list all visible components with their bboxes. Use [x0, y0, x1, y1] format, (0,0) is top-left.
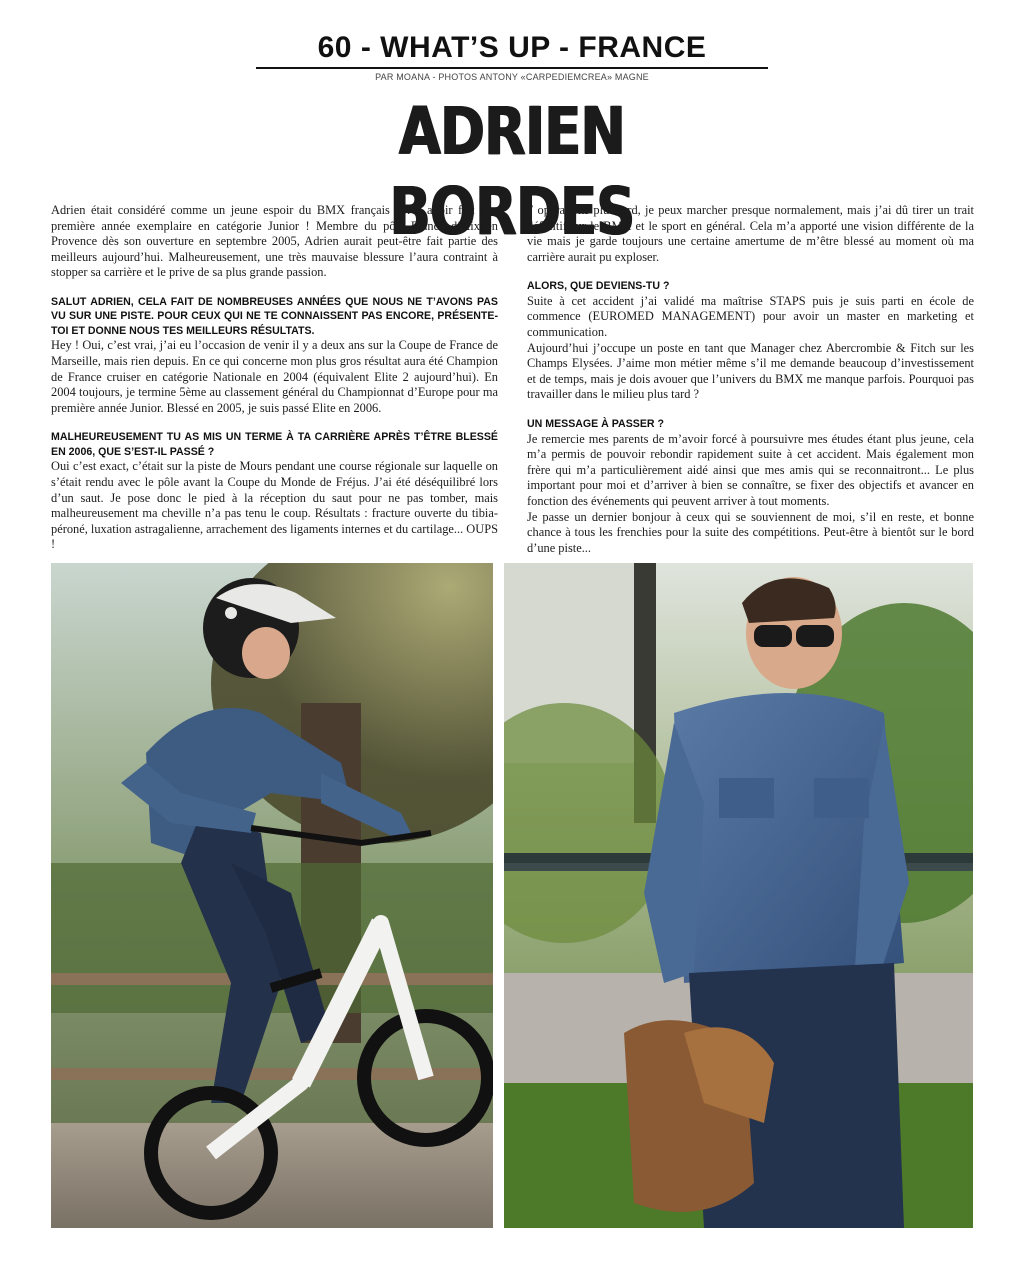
rider-photo-illustration	[51, 563, 493, 1228]
left-text-column	[51, 203, 498, 553]
answer-3-part-1: Suite à cet accident j’ai validé ma maîtrise STAPS puis je suis parti en école de commence (EUROMED MANAGEMENT) pour avoir un master en marketing et communication.	[527, 293, 974, 340]
section-title: 60 - WHAT’S UP - FRANCE	[317, 31, 707, 64]
article-title: ADRIEN BORDES	[389, 93, 635, 250]
right-text-column	[527, 203, 974, 556]
byline: PAR MOANA - PHOTOS ANTONY «CARPEDIEMCREA» MAGNE	[375, 72, 649, 82]
question-2: MALHEUREUSEMENT TU AS MIS UN TERME À TA CARRIÈRE APRÈS T’ÊTRE BLESSÉ EN 2006, QUE S’EST-IL PASSÉ ?	[51, 431, 498, 458]
answer-3-part-2: Aujourd’hui j’occupe un poste en tant que Manager chez Abercrombie & Fitch sur les Champs Elysées. J’aime mon métier même s’il me demande beaucoup d’investissement et de temps, mais je dois avouer que l’univers du BMX me manque parfois. Pourquoi pas travailler dans le milieu plus tard ?	[527, 340, 974, 402]
answer-4-part-2: Je passe un dernier bonjour à ceux qui se souviennent de moi, s’il en reste, et bonne chance à tous les frenchies pour la suite des compétitions. Peut-être à bientôt sur le bord d’une piste...	[527, 509, 974, 555]
answer-2: Oui c’est exact, c’était sur la piste de Mours pendant une course régionale sur laquelle on s’était rendu avec le pôle avant la Coupe du Monde de Fréjus. J’ai été déséquilibré lors d’un saut. Je pose donc le pied à la réception du saut pour ne pas tomber, mais malheureusement ma cheville n’a pas tenu le coup. Résultats : fracture ouverte du tibia-péroné, luxation astragalienne, arrachement des ligaments internes et du cartilage... OUPS !	[51, 459, 498, 552]
answer-4-part-1: Je remercie mes parents de m’avoir forcé à poursuivre mes études étant plus jeune, cela m’a permis de pouvoir rebondir rapidement suite à cet accident. Mais également mon frère qui m’a particulièrement aidé ainsi que mes amis qui se reconnaitront... Le plus important pour moi et d’arriver à bien se connaître, se fixer des objectifs et avancer en fonction des événements qui peuvent arriver à tout moments.	[527, 431, 974, 508]
photo-rider-on-bmx	[51, 563, 493, 1228]
header-divider	[256, 67, 768, 69]
portrait-photo-illustration	[504, 563, 973, 1228]
answer-1: Hey ! Oui, c’est vrai, j’ai eu l’occasion de venir il y a deux ans sur la Coupe de France de Marseille, mais rien depuis. En ce qui concerne mon plus gros résultat aura été Champion de France cruiser en catégorie Nationale en 2004 (équivalent Elite 2 aujourd’hui). En 2004 toujours, je termine 5ème au classement général du Championnat d’Europe pour ma première année Junior. Blessé en 2005, je suis passé Elite en 2006.	[51, 338, 498, 415]
question-4: UN MESSAGE À PASSER ?	[527, 418, 664, 431]
answer-2-continued: 7 opérations plus tard, je peux marcher presque normalement, mais j’ai dû tirer un trait définitif sur le BMX et le sport en général. Cela m’a apporté une vision différente de la vie mais je garde toujours une certaine amertume de m’être blessé au moment où ma carrière aurait pu exploser.	[527, 203, 974, 264]
photo-portrait-sunglasses	[504, 563, 973, 1228]
intro-paragraph: Adrien était considéré comme un jeune espoir du BMX français après avoir fait une première année exemplaire en catégorie Junior ! Membre du pôle France d’Aix en Provence dès son ouverture en septembre 2005, Adrien aurait peut-être fait partie des meilleurs aujourd’hui. Malheureusement, une très mauvaise blessure l’aura contraint à stopper sa carrière et le prive de sa plus grande passion.	[51, 203, 498, 280]
question-1: SALUT ADRIEN, CELA FAIT DE NOMBREUSES ANNÉES QUE NOUS NE T’AVONS PAS VU SUR UNE PISTE. POUR CEUX QUI NE TE CONNAISSENT PAS ENCORE, PRÉSENTE-TOI ET DONNE NOUS TES MEILLEURS RÉSULTATS.	[51, 295, 498, 337]
question-3: ALORS, QUE DEVIENS-TU ?	[527, 280, 670, 293]
